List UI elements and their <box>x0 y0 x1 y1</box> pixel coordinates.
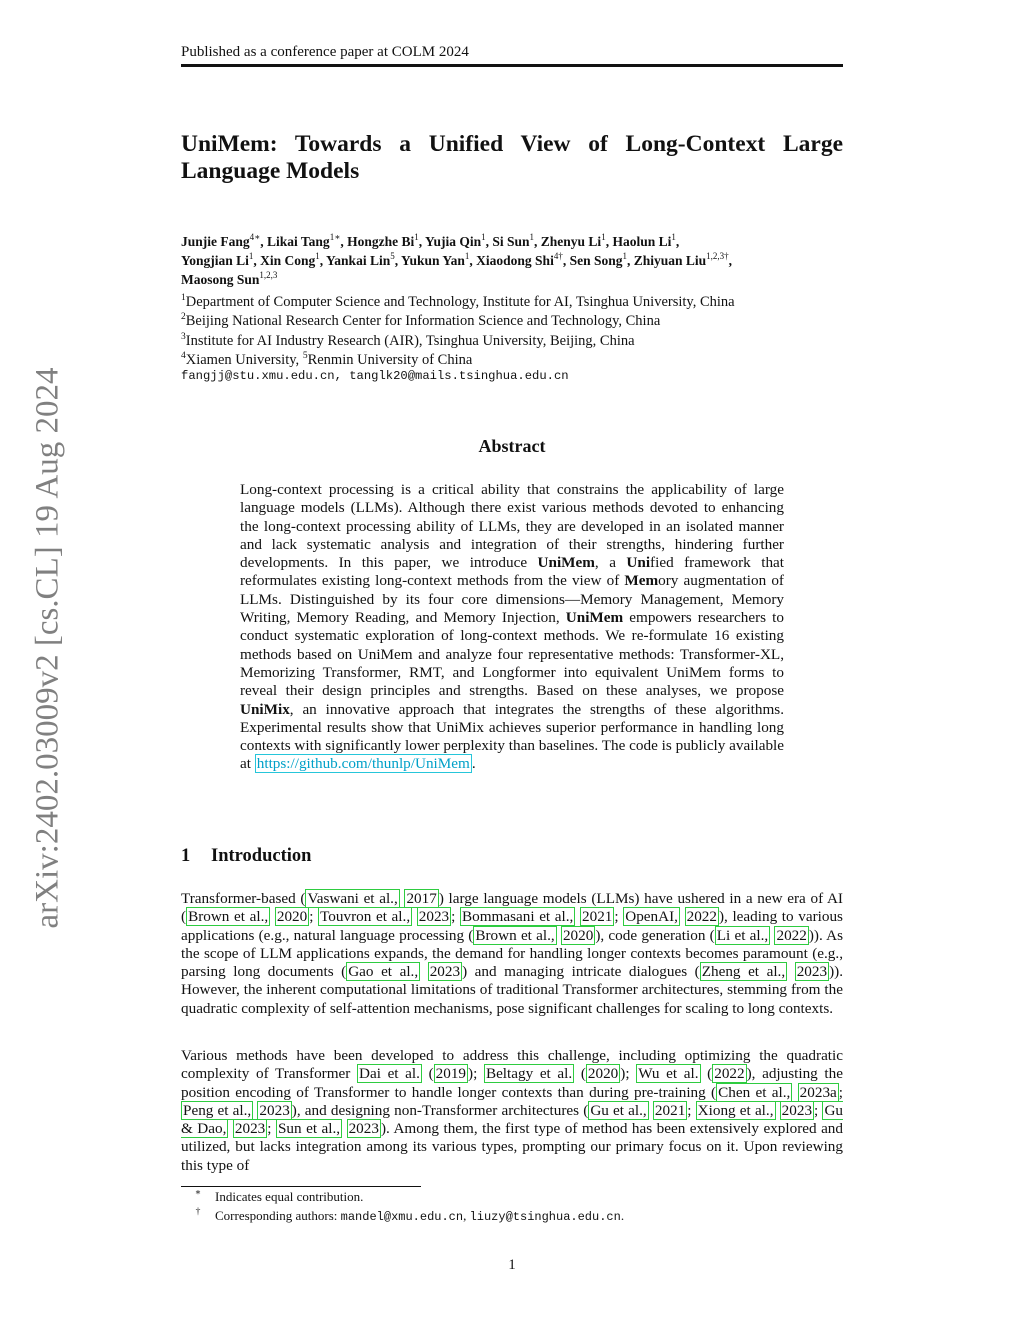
citation-link[interactable]: 2021 <box>654 1101 686 1119</box>
intro-paragraph-1: Transformer-based ( Vaswani et al., 2017 ) large language models (LLMs) have ushered in a new era of AI ( Brown et al., 2020 ; Touvron et al., 2023 ; Bommasani et al., 2021 ; OpenAI, 2022 ), leading to various applications (e.g., natural language processing ( Brown et al., 2020 ), code generation ( Li et al., 2022 )). As the scope of LLM applications expands, the demand for handling longer contexts becomes paramount (e.g., parsing long documents ( Gao et al., 2023 ) and managing intricate dialogues ( Zheng et al., 2023 )). However, the inherent computational limitations of traditional Transformer architectures, stemming from the quadratic complexity of self-attention mechanisms, pose significant challenges for scaling to long contexts. <box>181 890 844 1017</box>
citation-link[interactable]: 2020 <box>562 926 594 944</box>
abstract-heading: Abstract <box>478 436 546 456</box>
author-sup: 1 <box>671 232 676 242</box>
author: Maosong Sun <box>181 272 260 287</box>
citation-link[interactable]: 2023 <box>348 1120 379 1138</box>
citation-link[interactable]: Brown et al., <box>475 926 555 944</box>
affiliation: $^3$Institute for AI Industry Research (AIR), Tsinghua University, Beijing, China <box>181 331 635 349</box>
abstract-text: Long-context processing is a critical ability that constrains the applicability of large language models (LLMs). Although there exist various methods devoted to enhancing the long-context processing ability of LLMs, they are developed in an isolated manner and lack systematic analysis and integration of their strengths, hindering further developments. In this paper, we introduce UniMem, a Unified framework that reformulates existing long-context methods from the view of Memory augmentation of LLMs. Distinguished by its four core dimensions—Memory Management, Memory Writing, Memory Reading, and Memory Injection, UniMem empowers researchers to conduct systematic exploration of long-context methods. We re-formulate 16 existing methods based on UniMem and analyze four representative methods: Transformer-XL, Memorizing Transformer, RMT, and Longformer into equivalent UniMem forms to reveal their design principles and strengths. Based on these analyses, we propose UniMix, an innovative approach that integrates the strengths of these algorithms. Experimental results show that UniMix achieves superior performance in handling long contexts with significantly lower perplexity than baselines. The code is publicly available at https://github.com/thunlp/UniMem . <box>240 481 784 773</box>
author-sup: 1 <box>529 232 535 242</box>
author: Hongzhe Bi <box>347 234 415 249</box>
affiliation: $^2$Beijing National Research Center for Information Science and Technology, China <box>181 312 661 330</box>
citation-link[interactable]: 2022 <box>686 908 717 926</box>
citation-link[interactable]: Sun et al., <box>277 1120 341 1138</box>
paper-title <box>181 131 843 185</box>
author-emails[interactable]: fangjj@stu.xmu.edu.cn, tanglk20@mails.tsinghua.edu.cn <box>181 369 569 383</box>
footnote-equal-contribution: ∗ Indicates equal contribution. <box>194 1188 364 1204</box>
author-sup: 1,2,3 <box>259 270 278 280</box>
author: Xin Cong <box>260 253 316 268</box>
section-heading-introduction <box>181 846 311 867</box>
author: Yukun Yan <box>400 253 465 268</box>
citation-link[interactable]: 2023 <box>418 908 450 926</box>
citation-link[interactable]: Gao et al., <box>348 963 419 981</box>
author: Xiaodong Shi <box>476 253 554 268</box>
author: Yankai Lin <box>326 253 391 268</box>
author: Haolun Li <box>612 234 672 249</box>
email-link[interactable]: liuzy@tsinghua.edu.cn <box>469 1210 621 1224</box>
citation-link[interactable]: 2020 <box>587 1065 619 1083</box>
author-sup: 1 <box>315 251 320 261</box>
author-sup: 1 <box>481 232 486 242</box>
citation-link[interactable]: Dai et al. <box>359 1065 420 1083</box>
title-line-1: UniMem: Towards a Unified View of Long-Context Large <box>181 131 843 157</box>
intro-paragraph-2: Various methods have been developed to address this challenge, including optimizing the quadratic complexity of Transformer Dai et al. ( 2019 ); Beltagy et al. ( 2020 ); Wu et al. ( 2022 ), adjusting the position encoding of Transformer to handle longer contexts than during pre-training ( Chen et al., 2023a ; Peng et al., 2023 ), and designing non-Transformer architectures ( Gu et al., 2021 ; Xiong et al., 2023 ; Gu & Dao, 2023 ; Sun et al., 2023 ). Among them, the first type of method has been extensively explored and utilized, but lacks integration among its various types, prompting our primary focus on it. Upon reviewing this type of <box>181 1047 844 1174</box>
citation-link[interactable]: Brown et al., <box>188 908 269 926</box>
author: Sen Song <box>569 253 623 268</box>
author-sup: 4† <box>553 251 563 261</box>
affiliation: $^1$Department of Computer Science and Technology, Institute for AI, Tsinghua University, China <box>181 293 735 310</box>
author-sup: 1 <box>248 251 254 261</box>
citation-link[interactable]: 2023 <box>259 1101 290 1119</box>
citation-link[interactable]: Touvron et al., <box>320 908 411 926</box>
citation-link[interactable]: Peng et al., <box>183 1101 252 1119</box>
section-number: 1 <box>181 846 191 866</box>
author-sup: 5 <box>390 251 395 261</box>
citation-link[interactable]: 2023 <box>234 1120 266 1138</box>
affiliation: $^4$Xiamen University, $^5$Renmin University of China <box>181 350 473 368</box>
citation-link[interactable]: 2023 <box>796 963 828 981</box>
title-line-2: Language Models <box>181 158 360 184</box>
affiliations <box>181 293 843 370</box>
citation-link[interactable]: Wu et al. <box>638 1065 699 1083</box>
author-list: Junjie Fang$^{4∗}$, Likai Tang$^{1∗}$, Hongzhe Bi$^1$, Yujia Qin$^1$, Si Sun$^1$, Zhenyu Li$^1$, Haolun Li$^1$, Yongjian Li$^1$, Xin Cong$^1$, Yankai Lin$^5$, Yukun Yan$^1$, Xiaodong Shi$^{4\dagger}$, Sen Song$^1$, Zhiyuan Liu$^{1,2,3\dagger}$, Maosong Sun$^{1,2,3}$ <box>181 232 733 287</box>
citation-link[interactable]: Xiong et al., <box>697 1101 774 1119</box>
citation-link[interactable]: 2023 <box>781 1101 813 1119</box>
footnote-rule <box>181 1186 421 1187</box>
author-sup: 1 <box>414 232 419 242</box>
code-link[interactable]: https://github.com/thunlp/UniMem <box>256 755 470 773</box>
citation-link[interactable]: 2019 <box>435 1065 467 1083</box>
citation-link[interactable]: Beltagy et al. <box>485 1065 573 1083</box>
author: Zhenyu Li <box>540 234 602 249</box>
citation-link[interactable]: Gu & Dao, <box>181 1101 843 1138</box>
citation-link[interactable]: Gu et al., <box>590 1101 647 1119</box>
section-title: Introduction <box>211 846 312 866</box>
citation-link[interactable]: Bommasani et al., <box>462 908 574 926</box>
author: Yongjian Li <box>181 253 249 268</box>
citation-link[interactable]: 2017 <box>406 890 437 907</box>
author: Yujia Qin <box>424 234 482 249</box>
author: Likai Tang <box>267 234 330 249</box>
citation-link[interactable]: Vaswani et al., <box>307 890 398 907</box>
citation-link[interactable]: 2023a <box>799 1083 837 1101</box>
footnote-corresponding-authors: † Corresponding authors: mandel@xmu.edu.cn, liuzy@tsinghua.edu.cn. <box>195 1207 625 1224</box>
citation-link[interactable]: 2023 <box>429 963 461 981</box>
citation-link[interactable]: 2022 <box>714 1065 745 1083</box>
citation-link[interactable]: 2021 <box>582 908 613 926</box>
author: Si Sun <box>492 234 530 249</box>
author-sup: 1 <box>601 232 606 242</box>
email-link[interactable]: mandel@xmu.edu.cn <box>340 1210 464 1224</box>
author: Zhiyuan Liu <box>633 253 707 268</box>
citation-link[interactable]: OpenAI, <box>625 908 678 926</box>
author: Junjie Fang <box>181 234 250 249</box>
citation-link[interactable]: 2022 <box>776 926 807 944</box>
citation-link[interactable]: Li et al., <box>716 926 769 944</box>
author-sup: 1,2,3† <box>706 251 729 261</box>
citation-link[interactable]: Chen et al., <box>718 1083 791 1101</box>
running-header: Published as a conference paper at COLM 2024 <box>181 44 469 60</box>
citation-link[interactable]: 2020 <box>276 908 308 926</box>
author-sup: 1 <box>622 251 627 261</box>
header-rule <box>181 64 843 67</box>
citation-link[interactable]: Zheng et al., <box>701 963 786 981</box>
author-sup: 4∗ <box>249 232 261 242</box>
page-number: 1 <box>508 1257 516 1273</box>
author-sup: 1∗ <box>329 232 341 242</box>
arxiv-stamp-text: arXiv:2402.03009v2 [cs.CL] 19 Aug 2024 <box>29 367 66 929</box>
author-sup: 1 <box>464 251 470 261</box>
